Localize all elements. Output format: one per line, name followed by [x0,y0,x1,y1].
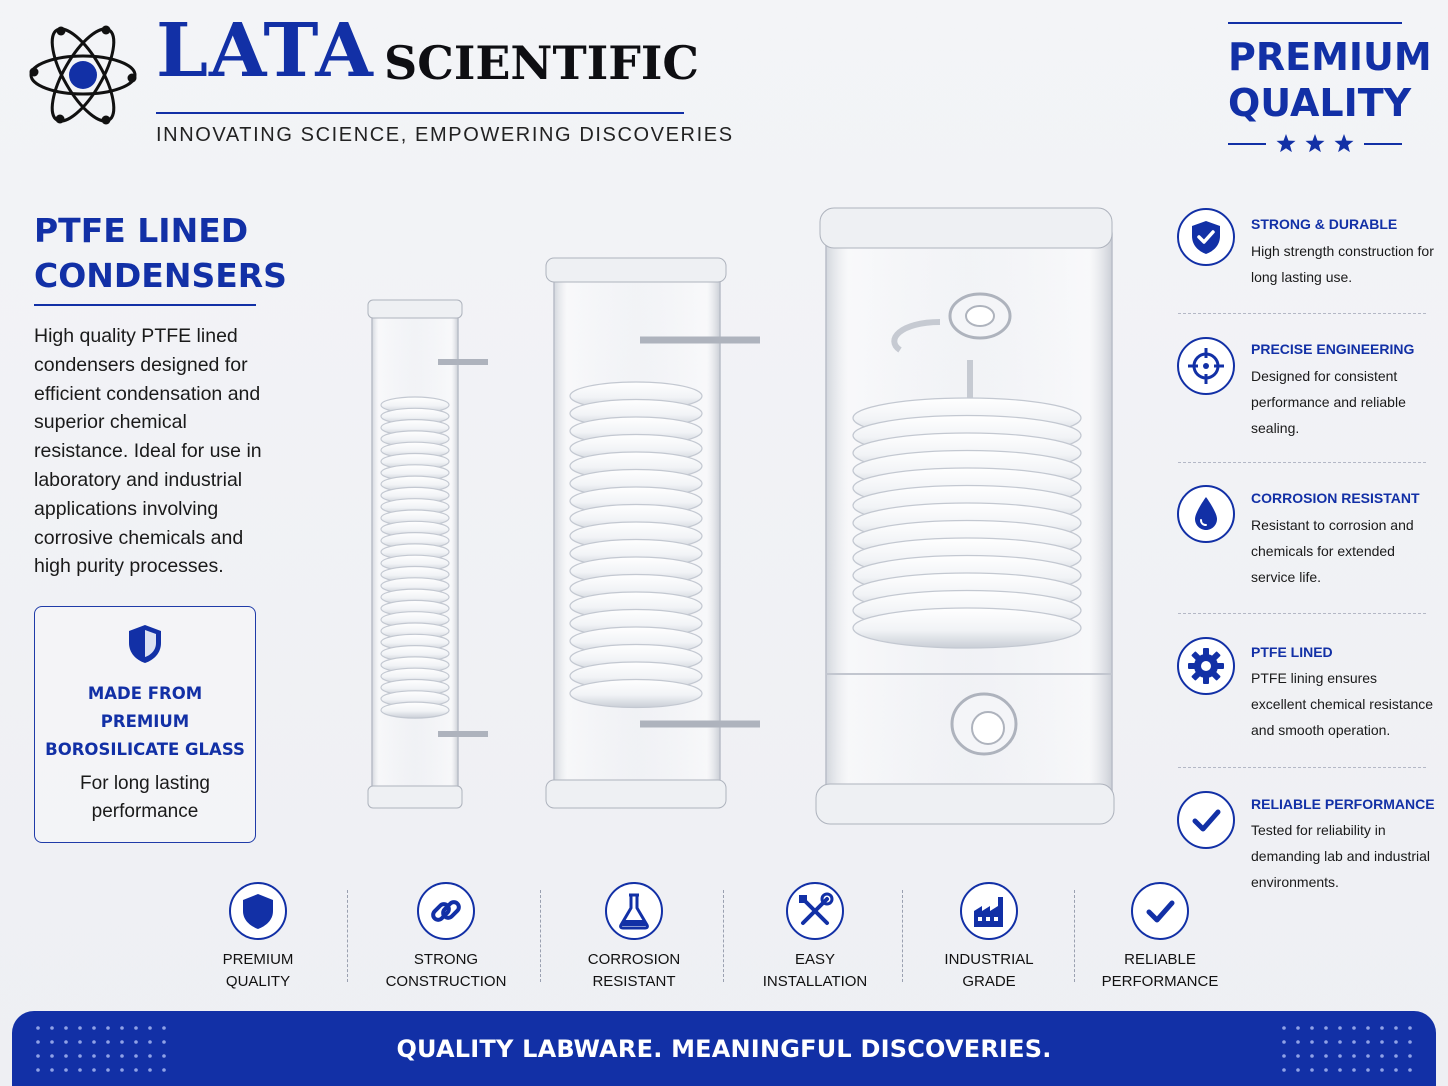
bottom-divider [347,890,348,982]
medium-condenser [546,258,760,808]
badge-title-line2: QUALITY [1228,81,1412,125]
badge-stars [1228,132,1402,156]
bottom-feature-label [904,949,1074,992]
feature-description: PTFE lining ensures excellent chemical resistance and smooth operation. [1251,670,1434,738]
bottom-feature-label-line2: RESISTANT [592,972,676,990]
glass-card-title-line: PREMIUM [100,712,190,731]
bottom-divider [723,890,724,982]
product-title-line2: CONDENSERS [34,256,287,295]
large-condenser [816,208,1114,824]
feature-divider [1178,462,1426,463]
droplet-icon [1176,484,1236,544]
shield-check-icon [1176,207,1236,267]
feature-divider [1178,767,1426,768]
feature-title: PTFE LINED [1251,644,1333,660]
glass-card-subtitle: For long lasting performance [80,773,210,822]
bottom-feature-label-line2: QUALITY [225,972,291,990]
bottom-feature-label-line1: PREMIUM [222,951,294,968]
bottom-feature-label-line2: GRADE [962,972,1016,990]
star-icon [1305,134,1324,152]
bottom-feature-label-line1: RELIABLE [1124,951,1196,968]
bottom-feature-label-line2: CONSTRUCTION [385,972,507,990]
product-description: High quality PTFE lined condensers designed for efficient condensation and superior chemical resistance. Ideal for use in laboratory and industrial applications involving corrosive chemicals and high purity processes. [34,325,262,578]
shield-icon [228,881,288,941]
bottom-feature-label [549,949,719,992]
bottom-feature-label-line2: INSTALLATION [762,972,868,990]
badge-top-divider [1228,22,1402,24]
brand-tagline: INNOVATING SCIENCE, EMPOWERING DISCOVERIES [156,124,734,146]
product-title-line1: PTFE LINED [34,211,249,250]
tools-icon [785,881,845,941]
brand-name-secondary: SCIENTIFIC [384,36,699,90]
star-icon [1334,134,1353,152]
feature-description: Designed for consistent performance and reliable sealing. [1251,368,1406,436]
feature-title: STRONG & DURABLE [1251,216,1398,232]
bottom-feature-label [730,949,900,992]
feature-divider [1178,613,1426,614]
product-title-divider [34,304,256,306]
checkmark-icon [1176,790,1236,850]
bottom-feature-label [173,949,343,992]
bottom-feature-label-line2: PERFORMANCE [1101,972,1219,990]
feature-title: CORROSION RESISTANT [1251,490,1420,506]
glass-card-title-line: BOROSILICATE GLASS [45,740,245,759]
bottom-divider [902,890,903,982]
bottom-feature-label-line1: CORROSION [587,951,681,968]
feature-title: PRECISE ENGINEERING [1251,341,1415,357]
feature-description: Resistant to corrosion and chemicals for extended service life. [1251,517,1414,585]
bottom-divider [540,890,541,982]
gear-icon [1176,636,1236,696]
shield-icon [127,624,163,664]
bottom-feature-label-line1: INDUSTRIAL [944,951,1034,968]
star-icon [1276,134,1295,152]
bottom-divider [1074,890,1075,982]
glass-card-title [34,680,256,764]
bottom-feature-label-line1: STRONG [413,951,479,968]
glass-card-title-line: MADE FROM [87,684,203,703]
feature-description: High strength construction for long lasting use. [1251,243,1434,285]
factory-icon [959,881,1019,941]
feature-description: Tested for reliability in demanding lab and industrial environments. [1251,822,1431,890]
brand-divider [156,112,684,114]
badge-title-line1: PREMIUM [1228,35,1432,79]
bottom-feature-label [361,949,531,992]
small-condenser [368,300,488,808]
feature-divider [1178,313,1426,314]
checkmark-icon [1130,881,1190,941]
link-icon [416,881,476,941]
footer-slogan: QUALITY LABWARE. MEANINGFUL DISCOVERIES. [396,1035,1052,1063]
bottom-feature-label-line1: EASY [794,951,836,968]
brand-name-primary: LATA [156,8,374,94]
feature-title: RELIABLE PERFORMANCE [1251,796,1435,812]
atom-logo-icon [28,20,138,130]
crosshair-icon [1176,336,1236,396]
condensers-product-image [340,190,1160,850]
flask-icon [604,881,664,941]
bottom-feature-label [1075,949,1245,992]
